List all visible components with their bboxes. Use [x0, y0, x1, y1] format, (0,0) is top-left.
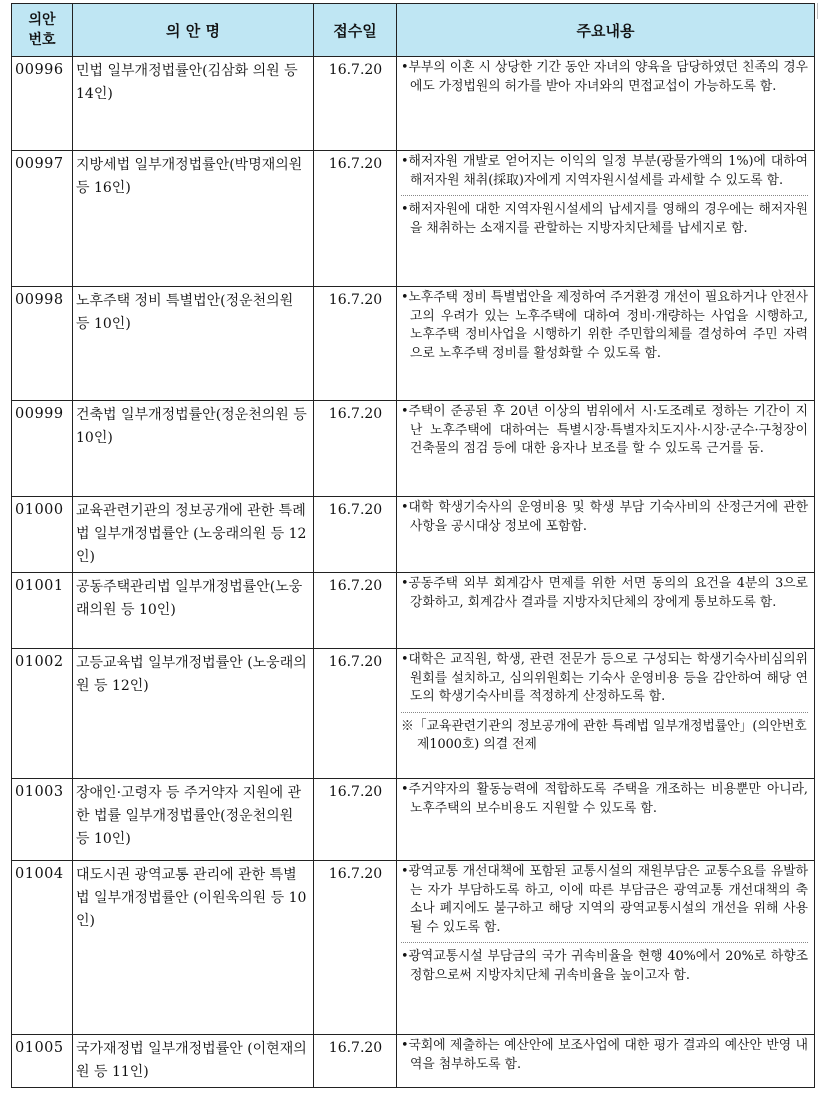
main-content — [397, 57, 815, 151]
receipt-date: 16.7.20 — [314, 1035, 397, 1088]
main-content — [397, 573, 815, 649]
bill-number: 01004 — [12, 861, 73, 1035]
header-bill-number — [12, 4, 73, 57]
table-body — [12, 57, 815, 1088]
receipt-date: 16.7.20 — [314, 573, 397, 649]
main-content — [397, 287, 815, 401]
bill-number: 01005 — [12, 1035, 73, 1088]
content-point: •노후주택 정비 특별법안을 제정하여 주거환경 개선이 필요하거나 안전사고의 우려가 있는 노후주택에 대하여 정비·개량하는 사업을 시행하고, 노후주택 정비사업을 시행하기 위한 주민합의체를 결성하여 주민 자력으로 노후주택 정비를 활성화할 수 있도록 함. — [401, 290, 808, 361]
bill-number: 01000 — [12, 497, 73, 573]
bill-title: 국가재정법 일부개정법률안 (이현재의원 등 11인) — [73, 1035, 314, 1088]
main-content — [397, 861, 815, 1035]
main-content — [397, 779, 815, 861]
content-point: •해저자원에 대한 지역자원시설세의 납세지를 영해의 경우에는 해저자원을 채취하는 소재지를 관할하는 지방자치단체를 납세지로 함. — [401, 195, 808, 238]
receipt-date: 16.7.20 — [314, 779, 397, 861]
receipt-date: 16.7.20 — [314, 861, 397, 1035]
content-note: ※「교육관련기관의 정보공개에 관한 특례법 일부개정법률안」(의안번호 제1000호) 의결 전제 — [401, 712, 808, 755]
receipt-date: 16.7.20 — [314, 287, 397, 401]
main-content — [397, 1035, 815, 1088]
table-row — [12, 57, 815, 151]
content-point: •대학 학생기숙사의 운영비용 및 학생 부담 기숙사비의 산정근거에 관한 사항을 공시대상 정보에 포함함. — [401, 500, 808, 534]
receipt-date: 16.7.20 — [314, 649, 397, 779]
main-content — [397, 497, 815, 573]
bill-title: 교육관련기관의 정보공개에 관한 특례법 일부개정법률안 (노웅래의원 등 12인) — [73, 497, 314, 573]
bill-number: 01002 — [12, 649, 73, 779]
table-row — [12, 497, 815, 573]
content-point: •부부의 이혼 시 상당한 기간 동안 자녀의 양육을 담당하였던 친족의 경우에도 가정법원의 허가를 받아 자녀와의 면접교섭이 가능하도록 함. — [401, 60, 808, 94]
table-header-row — [12, 4, 815, 57]
table-row — [12, 649, 815, 779]
bill-number: 00997 — [12, 151, 73, 287]
header-bill-number-line1: 의안 — [28, 12, 56, 28]
header-main-content: 주요내용 — [397, 4, 815, 57]
content-point: •광역교통 개선대책에 포함된 교통시설의 재원부담은 교통수요를 유발하는 자가 부담하도록 하고, 이에 따른 부담금은 광역교통 개선대책의 축소나 폐지에도 불구하고 해당 지역의 광역교통시설의 개선을 위해 사용될 수 있도록 함. — [401, 864, 808, 935]
bill-title: 장애인·고령자 등 주거약자 지원에 관한 법률 일부개정법률안(정운천의원 등 10인) — [73, 779, 314, 861]
table-row — [12, 779, 815, 861]
table-row — [12, 1035, 815, 1088]
content-point: •대학은 교직원, 학생, 관련 전문가 등으로 구성되는 학생기숙사비심의위원회를 설치하고, 심의위원회는 기숙사 운영비용 등을 감안하여 해당 연도의 학생기숙사비를 적정하게 산정하도록 함. — [401, 652, 808, 704]
bill-number: 01003 — [12, 779, 73, 861]
header-bill-number-line2: 번호 — [28, 32, 56, 48]
bill-number: 00996 — [12, 57, 73, 151]
bill-title: 건축법 일부개정법률안(정운천의원 등 10인) — [73, 401, 314, 497]
main-content — [397, 401, 815, 497]
table-row — [12, 861, 815, 1035]
bill-table-sheet — [11, 3, 814, 1088]
content-point: •광역교통시설 부담금의 국가 귀속비율을 현행 40%에서 20%로 하향조정함으로써 지방자치단체 귀속비율을 높이고자 함. — [401, 942, 808, 985]
bill-title: 민법 일부개정법률안(김삼화 의원 등 14인) — [73, 57, 314, 151]
bill-number: 00999 — [12, 401, 73, 497]
bill-title: 지방세법 일부개정법률안(박명재의원 등 16인) — [73, 151, 314, 287]
table-row — [12, 573, 815, 649]
header-bill-title: 의 안 명 — [73, 4, 314, 57]
bill-title: 대도시권 광역교통 관리에 관한 특별법 일부개정법률안 (이원욱의원 등 10인) — [73, 861, 314, 1035]
main-content — [397, 151, 815, 287]
content-point: •주거약자의 활동능력에 적합하도록 주택을 개조하는 비용뿐만 아니라, 노후주택의 보수비용도 지원할 수 있도록 함. — [401, 782, 808, 816]
table-row — [12, 151, 815, 287]
content-point: •주택이 준공된 후 20년 이상의 범위에서 시·도조례로 정하는 기간이 지난 노후주택에 대하여는 특별시장·특별자치도지사·시장·군수·구청장이 건축물의 점검 등에 대한 융자나 보조를 할 수 있도록 근거를 둠. — [401, 404, 808, 456]
table-row — [12, 287, 815, 401]
bill-title: 고등교육법 일부개정법률안 (노웅래의원 등 12인) — [73, 649, 314, 779]
content-point: •국회에 제출하는 예산안에 보조사업에 대한 평가 결과의 예산안 반영 내역을 첨부하도록 함. — [401, 1038, 808, 1072]
bill-title: 공동주택관리법 일부개정법률안(노웅래의원 등 10인) — [73, 573, 314, 649]
content-point: •해저자원 개발로 얻어지는 이익의 일정 부분(광물가액의 1%)에 대하여 해저자원 채취(採取)자에게 지역자원시설세를 과세할 수 있도록 함. — [401, 154, 808, 188]
bill-table — [11, 3, 815, 1088]
bill-number: 01001 — [12, 573, 73, 649]
receipt-date: 16.7.20 — [314, 401, 397, 497]
bill-number: 00998 — [12, 287, 73, 401]
header-receipt-date: 접수일 — [314, 4, 397, 57]
content-point: •공동주택 외부 회계감사 면제를 위한 서면 동의의 요건을 4분의 3으로 강화하고, 회계감사 결과를 지방자치단체의 장에게 통보하도록 함. — [401, 576, 808, 610]
main-content — [397, 649, 815, 779]
receipt-date: 16.7.20 — [314, 151, 397, 287]
bill-title: 노후주택 정비 특별법안(정운천의원 등 10인) — [73, 287, 314, 401]
table-row — [12, 401, 815, 497]
receipt-date: 16.7.20 — [314, 57, 397, 151]
receipt-date: 16.7.20 — [314, 497, 397, 573]
